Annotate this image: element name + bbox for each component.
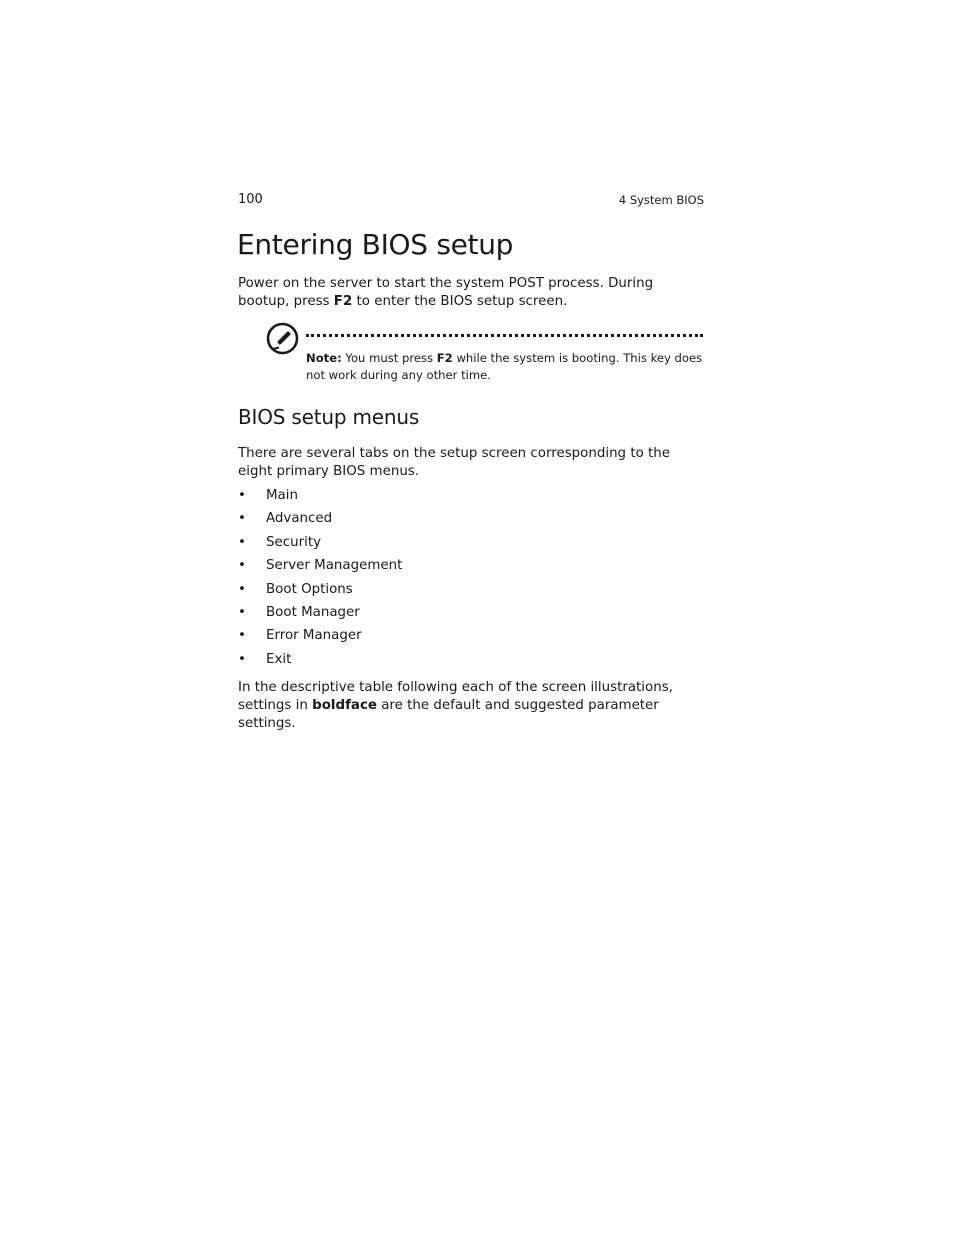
section-title: Entering BIOS setup xyxy=(237,228,514,261)
note-divider xyxy=(306,334,703,337)
menu-item-label: Main xyxy=(266,488,298,503)
closing-text-2: are the default and suggested parameter settings. xyxy=(238,698,659,731)
subsection-title: BIOS setup menus xyxy=(238,405,420,429)
menu-item-label: Error Manager xyxy=(266,628,362,644)
closing-bold: boldface xyxy=(312,698,377,713)
menu-item-label: Advanced xyxy=(266,511,333,527)
menu-item-label: Exit xyxy=(266,651,292,667)
bullet-icon: • xyxy=(238,534,246,550)
bullet-icon: • xyxy=(238,581,246,597)
note-text-2: while the system is booting. This key does not work during any other time. xyxy=(306,351,703,382)
intro-text-2: to enter the BIOS setup screen. xyxy=(352,294,568,309)
bullet-icon: • xyxy=(238,604,246,620)
menu-item-label: Boot Manager xyxy=(266,604,360,620)
intro-paragraph xyxy=(238,275,708,311)
note-text-1: You must press xyxy=(341,351,437,365)
page-number: 100 xyxy=(238,192,263,207)
intro-key: F2 xyxy=(333,294,353,309)
closing-paragraph xyxy=(238,679,708,733)
note-label: Note: xyxy=(306,351,342,365)
menu-item-label: Boot Options xyxy=(266,581,353,597)
running-head: 4 System BIOS xyxy=(618,193,704,207)
menu-item-label: Server Management xyxy=(266,558,403,574)
bullet-icon: • xyxy=(238,651,246,667)
menus-intro-paragraph: There are several tabs on the setup screen corresponding to the eight primary BIOS menus. xyxy=(238,446,670,479)
bullet-icon: • xyxy=(238,511,246,527)
bullet-icon: • xyxy=(238,488,246,503)
menu-item-label: Security xyxy=(266,534,321,550)
note-key: F2 xyxy=(436,351,453,365)
bullet-icon: • xyxy=(238,558,246,574)
note-text xyxy=(306,350,706,383)
note-pen-icon xyxy=(266,322,299,355)
intro-text-1: Power on the server to start the system POST process. During bootup, press xyxy=(238,276,654,309)
closing-text-1: In the descriptive table following each of the screen illustrations, settings in xyxy=(238,680,673,713)
bullet-icon: • xyxy=(238,628,246,644)
